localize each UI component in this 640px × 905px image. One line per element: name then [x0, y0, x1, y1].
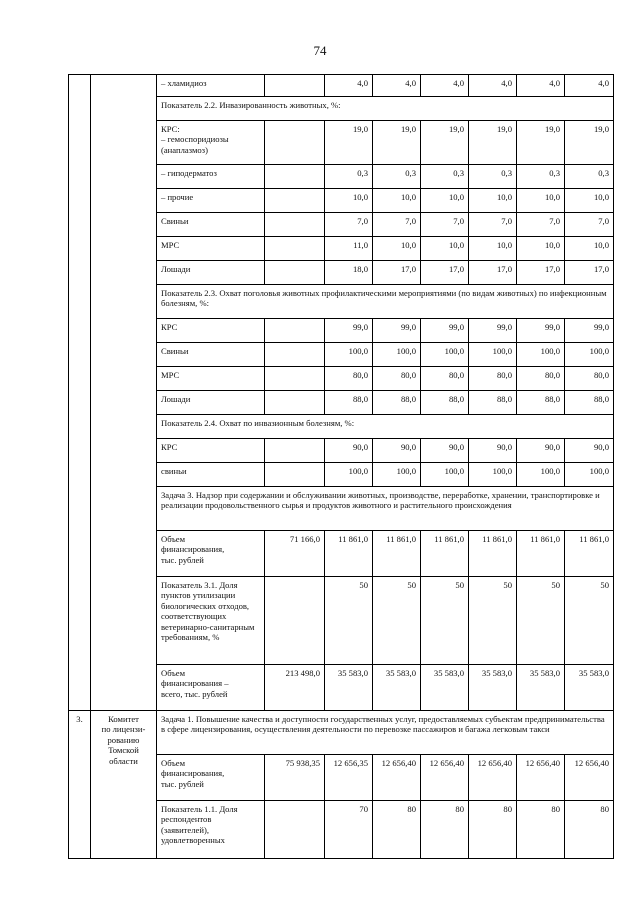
row-value: 19,0 [469, 121, 517, 165]
row-value: 7,0 [469, 213, 517, 237]
row-value: 50 [517, 577, 565, 665]
row-label: КРС: – гемоспоридиозы (анаплазмоз) [157, 121, 265, 165]
row-value: 4,0 [565, 75, 614, 97]
row-total [265, 75, 325, 97]
row-value: 35 583,0 [469, 665, 517, 711]
row-value: 11,0 [325, 237, 373, 261]
row-value: 80 [421, 801, 469, 859]
row-total [265, 121, 325, 165]
row-value: 88,0 [469, 391, 517, 415]
row-value: 12 656,40 [373, 755, 421, 801]
row-value: 11 861,0 [517, 531, 565, 577]
row-value: 10,0 [565, 237, 614, 261]
row-value: 11 861,0 [565, 531, 614, 577]
row-label: КРС [157, 319, 265, 343]
section-heading: Задача 3. Надзор при содержании и обслуживании животных, производстве, переработке, хранении, транспортировке и реализации продовольственного сырья и продуктов животного и растительного происхождения [157, 487, 614, 531]
row-value: 88,0 [421, 391, 469, 415]
row-value: 90,0 [517, 439, 565, 463]
row-total [265, 367, 325, 391]
row-value: 99,0 [469, 319, 517, 343]
row-value: 0,3 [373, 165, 421, 189]
row-value: 35 583,0 [325, 665, 373, 711]
row-value: 10,0 [421, 189, 469, 213]
row-value: 50 [373, 577, 421, 665]
row-total [265, 319, 325, 343]
row-value: 0,3 [469, 165, 517, 189]
row-value: 88,0 [325, 391, 373, 415]
table-row [69, 711, 614, 755]
responsible-org: Комитет по лицензи- рованию Томской области [91, 711, 157, 859]
row-label: – хламидиоз [157, 75, 265, 97]
row-total [265, 237, 325, 261]
program-table [68, 74, 614, 859]
row-value: 80,0 [421, 367, 469, 391]
row-total [265, 391, 325, 415]
row-value: 88,0 [373, 391, 421, 415]
responsible-org-cell [91, 75, 157, 711]
row-value: 80,0 [469, 367, 517, 391]
row-value: 4,0 [517, 75, 565, 97]
row-total: 213 498,0 [265, 665, 325, 711]
task-heading: Задача 1. Повышение качества и доступности государственных услуг, предоставляемых субъектам предпринимательства в сфере лицензирования, осуществления деятельности по перевозке пассажиров и багажа легковым такси [157, 711, 614, 755]
row-value: 99,0 [325, 319, 373, 343]
page-number: 74 [313, 43, 327, 58]
row-value: 80 [565, 801, 614, 859]
row-value: 100,0 [421, 463, 469, 487]
row-value: 17,0 [517, 261, 565, 285]
row-value: 4,0 [373, 75, 421, 97]
row-value: 11 861,0 [373, 531, 421, 577]
row-label: Объем финансирования, тыс. рублей [157, 755, 265, 801]
row-label: Свиньи [157, 213, 265, 237]
row-total [265, 801, 325, 859]
row-value: 100,0 [565, 343, 614, 367]
row-value: 100,0 [517, 343, 565, 367]
row-label: КРС [157, 439, 265, 463]
row-value: 18,0 [325, 261, 373, 285]
row-value: 17,0 [421, 261, 469, 285]
row-value: 17,0 [373, 261, 421, 285]
row-value: 35 583,0 [517, 665, 565, 711]
section-heading: Показатель 2.4. Охват по инвазионным болезням, %: [157, 415, 614, 439]
row-value: 100,0 [325, 343, 373, 367]
row-value: 80,0 [373, 367, 421, 391]
row-value: 12 656,40 [517, 755, 565, 801]
row-value: 17,0 [469, 261, 517, 285]
row-value: 7,0 [373, 213, 421, 237]
row-value: 10,0 [469, 237, 517, 261]
row-value: 90,0 [325, 439, 373, 463]
row-value: 4,0 [469, 75, 517, 97]
row-value: 0,3 [517, 165, 565, 189]
row-label: Объем финансирования, тыс. рублей [157, 531, 265, 577]
row-value: 11 861,0 [325, 531, 373, 577]
row-value: 19,0 [325, 121, 373, 165]
row-value: 4,0 [325, 75, 373, 97]
row-label: Лошади [157, 391, 265, 415]
row-value: 99,0 [373, 319, 421, 343]
row-value: 7,0 [325, 213, 373, 237]
row-value: 10,0 [565, 189, 614, 213]
row-value: 10,0 [517, 237, 565, 261]
row-value: 50 [565, 577, 614, 665]
row-value: 0,3 [325, 165, 373, 189]
row-label: Показатель 3.1. Доля пунктов утилизации биологических отходов, соответствующих ветеринарно-санитарным требованиям, % [157, 577, 265, 665]
row-label: Показатель 1.1. Доля респондентов (заявителей), удовлетворенных [157, 801, 265, 859]
row-value: 35 583,0 [565, 665, 614, 711]
row-total [265, 463, 325, 487]
row-value: 90,0 [469, 439, 517, 463]
row-value: 0,3 [421, 165, 469, 189]
row-value: 100,0 [421, 343, 469, 367]
row-value: 19,0 [565, 121, 614, 165]
row-value: 80,0 [325, 367, 373, 391]
row-total [265, 439, 325, 463]
row-value: 12 656,40 [565, 755, 614, 801]
row-value: 7,0 [565, 213, 614, 237]
row-value: 12 656,40 [421, 755, 469, 801]
row-value: 7,0 [517, 213, 565, 237]
row-value: 70 [325, 801, 373, 859]
section-number: 3. [69, 711, 91, 859]
row-total [265, 343, 325, 367]
row-total [265, 213, 325, 237]
section-heading: Показатель 2.2. Инвазированность животных, %: [157, 97, 614, 121]
row-value: 99,0 [421, 319, 469, 343]
row-value: 80 [517, 801, 565, 859]
row-total [265, 577, 325, 665]
row-label: – гиподерматоз [157, 165, 265, 189]
row-label: МРС [157, 237, 265, 261]
row-total: 75 938,35 [265, 755, 325, 801]
row-value: 10,0 [373, 237, 421, 261]
row-value: 80 [373, 801, 421, 859]
row-value: 4,0 [421, 75, 469, 97]
row-value: 35 583,0 [421, 665, 469, 711]
row-value: 10,0 [373, 189, 421, 213]
row-total: 71 166,0 [265, 531, 325, 577]
row-value: 88,0 [517, 391, 565, 415]
row-value: 100,0 [373, 463, 421, 487]
row-value: 50 [325, 577, 373, 665]
row-value: 99,0 [517, 319, 565, 343]
row-value: 88,0 [565, 391, 614, 415]
row-value: 80 [469, 801, 517, 859]
row-value: 0,3 [565, 165, 614, 189]
row-label: МРС [157, 367, 265, 391]
row-value: 100,0 [469, 463, 517, 487]
row-value: 19,0 [421, 121, 469, 165]
row-value: 100,0 [469, 343, 517, 367]
row-value: 12 656,40 [469, 755, 517, 801]
row-number-cell [69, 75, 91, 711]
row-value: 10,0 [421, 237, 469, 261]
row-value: 10,0 [325, 189, 373, 213]
row-label: – прочие [157, 189, 265, 213]
row-value: 10,0 [469, 189, 517, 213]
row-total [265, 261, 325, 285]
row-value: 10,0 [517, 189, 565, 213]
row-value: 11 861,0 [469, 531, 517, 577]
row-total [265, 189, 325, 213]
row-value: 19,0 [517, 121, 565, 165]
row-value: 12 656,35 [325, 755, 373, 801]
row-value: 35 583,0 [373, 665, 421, 711]
row-value: 100,0 [565, 463, 614, 487]
row-value: 90,0 [565, 439, 614, 463]
row-value: 100,0 [325, 463, 373, 487]
row-value: 17,0 [565, 261, 614, 285]
row-value: 100,0 [517, 463, 565, 487]
section-heading: Показатель 2.3. Охват поголовья животных профилактическими мероприятиями (по видам животных) по инфекционным болезням, %: [157, 285, 614, 319]
row-value: 19,0 [373, 121, 421, 165]
row-total [265, 165, 325, 189]
row-value: 80,0 [565, 367, 614, 391]
row-value: 80,0 [517, 367, 565, 391]
row-label: свиньи [157, 463, 265, 487]
row-value: 100,0 [373, 343, 421, 367]
row-label: Лошади [157, 261, 265, 285]
row-value: 90,0 [373, 439, 421, 463]
row-value: 7,0 [421, 213, 469, 237]
row-value: 99,0 [565, 319, 614, 343]
row-label: Свиньи [157, 343, 265, 367]
row-value: 11 861,0 [421, 531, 469, 577]
row-value: 90,0 [421, 439, 469, 463]
row-value: 50 [469, 577, 517, 665]
row-label: Объем финансирования – всего, тыс. рублей [157, 665, 265, 711]
row-value: 50 [421, 577, 469, 665]
table-row [69, 75, 614, 97]
